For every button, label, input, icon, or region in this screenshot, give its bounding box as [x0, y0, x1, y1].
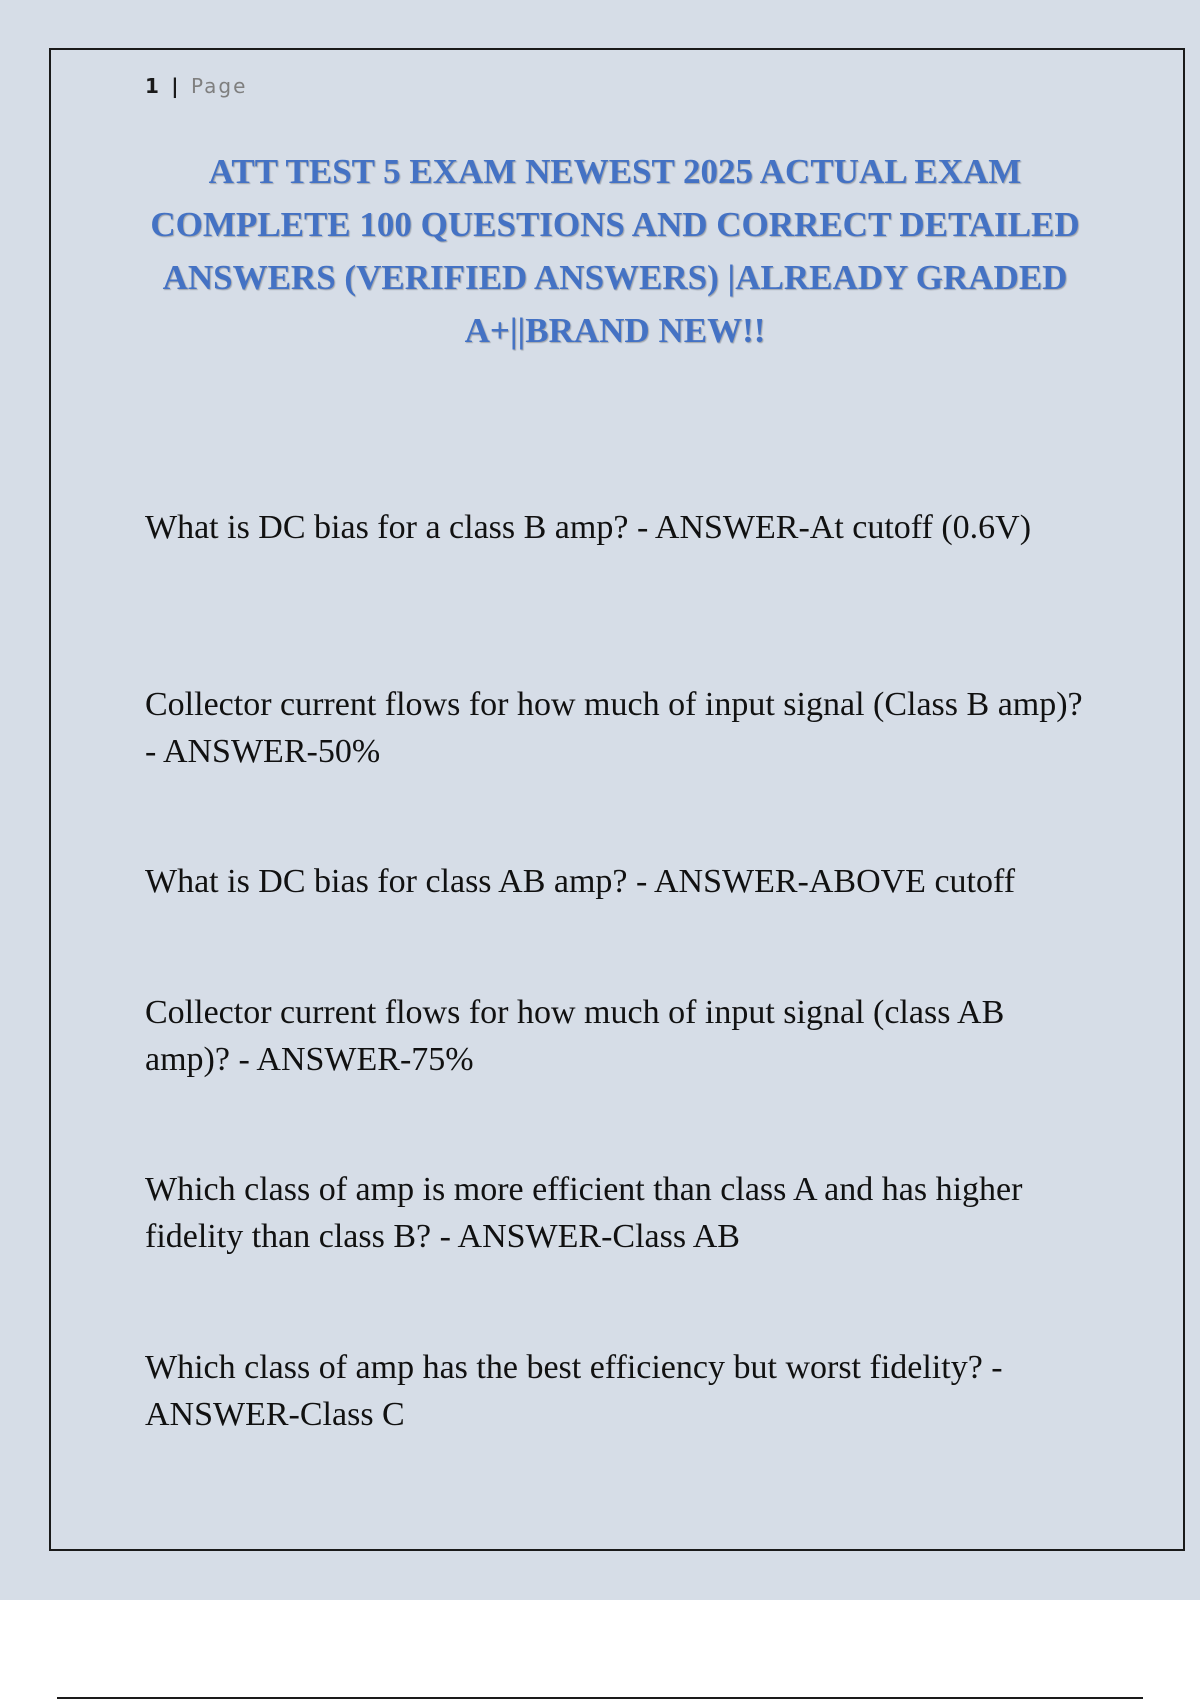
- page-number-value: 1: [145, 74, 161, 98]
- document-title: ATT TEST 5 EXAM NEWEST 2025 ACTUAL EXAM COMPLETE 100 QUESTIONS AND CORRECT DETAILED ANSWERS (VERIFIED ANSWERS) |ALREADY GRADED A+||BRAND NEW!!: [150, 152, 1080, 350]
- question-answer-item: What is DC bias for class AB amp? - ANSWER-ABOVE cutoff: [145, 863, 1016, 900]
- question-answer-item: Collector current flows for how much of input signal (Class B amp)? - ANSWER-50%: [145, 686, 1083, 770]
- question-answer-item: Which class of amp has the best efficiency but worst fidelity? - ANSWER-Class C: [145, 1349, 1003, 1433]
- question-answer-item: What is DC bias for a class B amp? - ANSWER-At cutoff (0.6V): [145, 509, 1032, 546]
- page-label: Page: [190, 74, 248, 98]
- question-answer-item: Collector current flows for how much of input signal (class AB amp)? - ANSWER-75%: [145, 994, 1005, 1078]
- footer-divider: [57, 1697, 1143, 1699]
- question-answer-item: Which class of amp is more efficient than class A and has higher fidelity than class B? - ANSWER-Class AB: [145, 1171, 1023, 1255]
- page-number: [145, 74, 247, 98]
- page-number-separator: |: [171, 74, 181, 98]
